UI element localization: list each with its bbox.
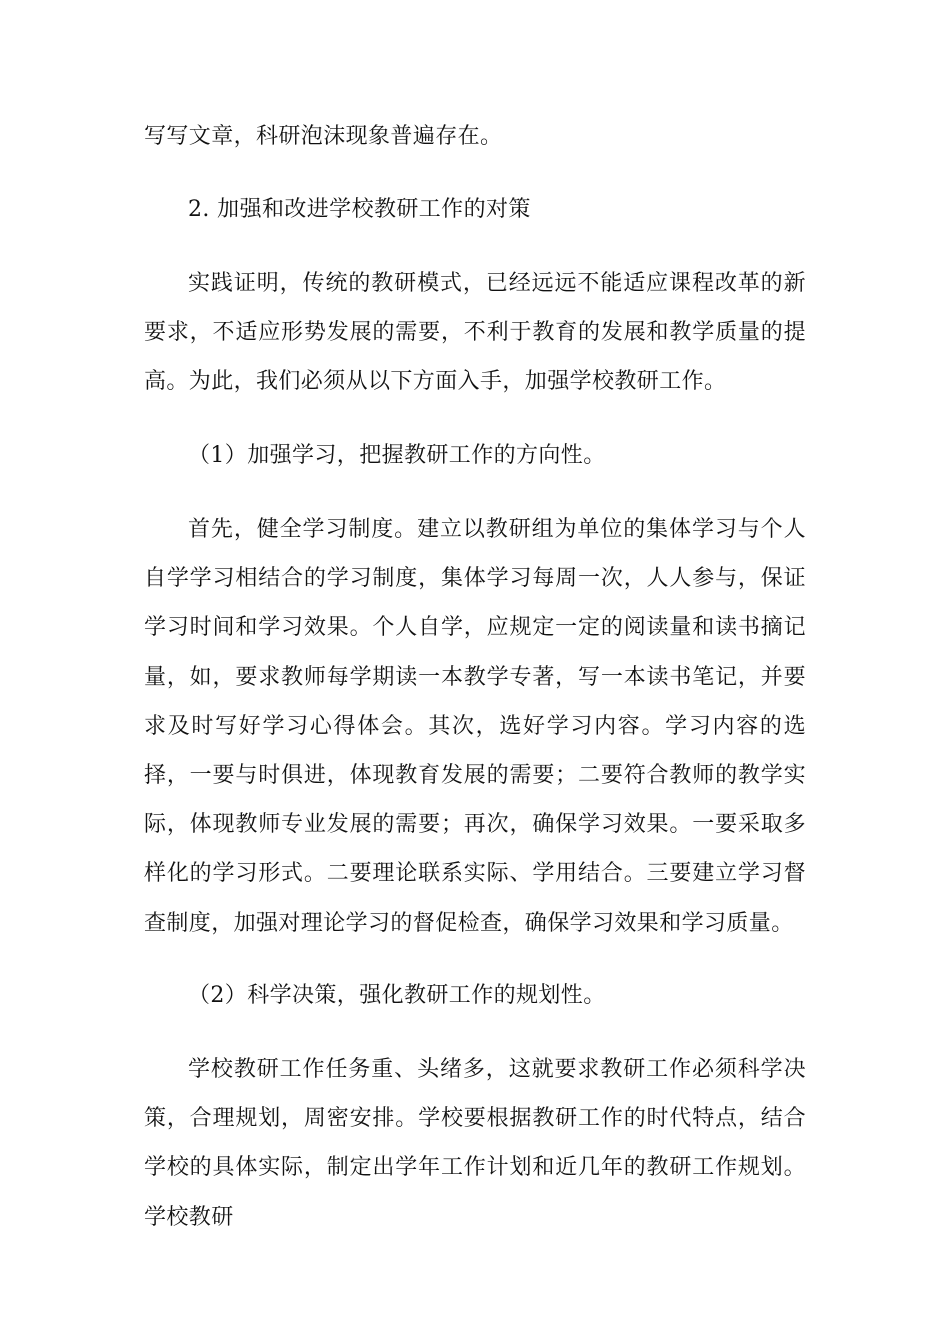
paragraph-learning-system: 首先，健全学习制度。建立以教研组为单位的集体学习与个人自学学习相结合的学习制度，集体学习每周一次，人人参与，保证学习时间和学习效果。个人自学，应规定一定的阅读量和读书摘记量，如，要求教师每学期读一本教学专著，写一本读书笔记，并要求及时写好学习心得体会。其次，选好学习内容。学习内容的选择，一要与时俱进，体现教育发展的需要；二要符合教师的教学实际，体现教师专业发展的需要；再次，确保学习效果。一要采取多样化的学习形式。二要理论联系实际、学用结合。三要建立学习督查制度，加强对理论学习的督促检查，确保学习效果和学习质量。: [144, 517, 806, 936]
paragraph-continuation: 写写文章，科研泡沫现象普遍存在。: [144, 124, 503, 149]
paragraph-planning: 学校教研工作任务重、头绪多，这就要求教研工作必须科学决策，合理规划，周密安排。学校要根据教研工作的时代特点，结合学校的具体实际，制定出学年工作计划和近几年的教研工作规划。学校教研: [144, 1057, 806, 1230]
subheading-scientific-decision: （2）科学决策，强化教研工作的规划性。: [188, 983, 606, 1008]
subheading-strengthen-learning: （1）加强学习，把握教研工作的方向性。: [188, 443, 606, 468]
section-heading-countermeasures: 2. 加强和改进学校教研工作的对策: [188, 197, 531, 222]
paragraph-practice-proves: 实践证明，传统的教研模式，已经远远不能适应课程改革的新要求，不适应形势发展的需要，不利于教育的发展和教学质量的提高。为此，我们必须从以下方面入手，加强学校教研工作。: [144, 271, 806, 395]
